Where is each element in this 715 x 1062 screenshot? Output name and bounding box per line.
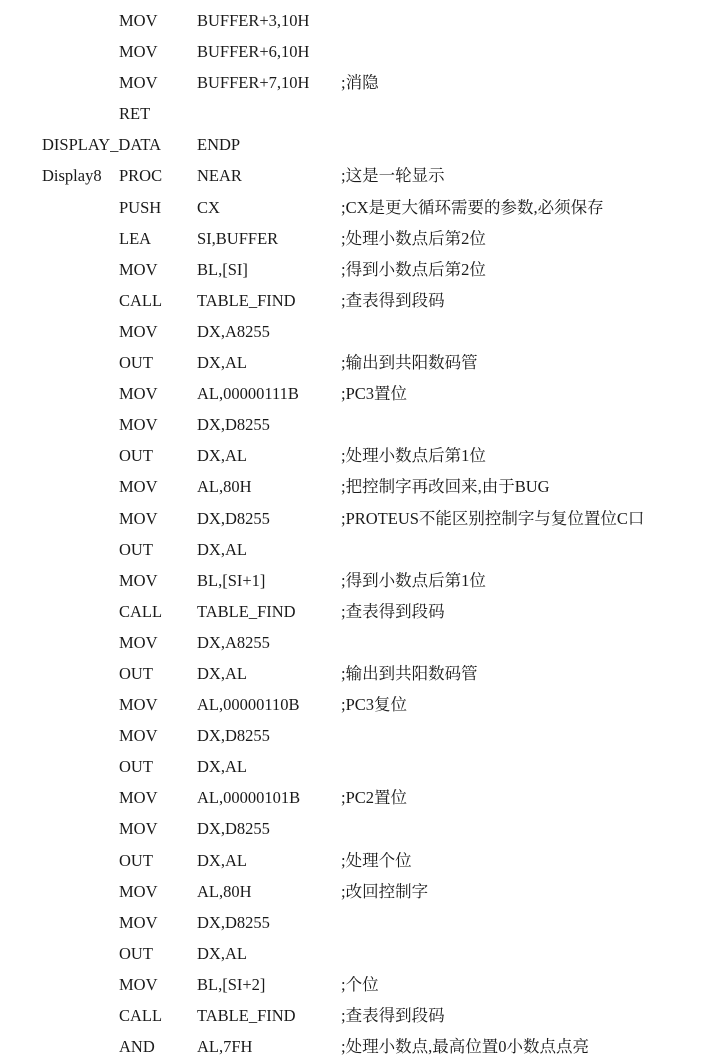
instruction-mnemonic: OUT bbox=[119, 663, 153, 683]
code-line bbox=[0, 254, 715, 285]
code-line bbox=[0, 67, 715, 98]
instruction-operands: ENDP bbox=[197, 135, 241, 155]
code-line bbox=[0, 813, 715, 844]
instruction-operands: BL,[SI+2] bbox=[197, 974, 266, 994]
instruction-operands: BL,[SI] bbox=[197, 259, 248, 279]
line-comment: ;PC2置位 bbox=[341, 788, 408, 808]
instruction-operands: TABLE_FIND bbox=[197, 601, 296, 621]
instruction-operands: DX,D8255 bbox=[197, 912, 270, 932]
code-line bbox=[0, 471, 715, 502]
line-comment: ;PROTEUS不能区别控制字与复位置位C口 bbox=[341, 508, 645, 528]
instruction-mnemonic: MOV bbox=[119, 11, 158, 30]
line-comment: ;处理个位 bbox=[341, 850, 412, 870]
instruction-operands: BUFFER+7,10H bbox=[197, 73, 310, 93]
instruction-mnemonic: CALL bbox=[119, 290, 163, 310]
line-comment: ;这是一轮显示 bbox=[341, 166, 445, 186]
code-line bbox=[0, 689, 715, 720]
code-line bbox=[0, 845, 715, 876]
code-line bbox=[0, 1000, 715, 1031]
code-line bbox=[0, 285, 715, 316]
instruction-operands: CX bbox=[197, 197, 220, 217]
instruction-mnemonic: LEA bbox=[119, 228, 152, 248]
code-line bbox=[0, 907, 715, 938]
instruction-mnemonic: MOV bbox=[119, 42, 158, 62]
instruction-mnemonic: OUT bbox=[119, 353, 153, 373]
instruction-mnemonic: MOV bbox=[119, 881, 158, 901]
instruction-mnemonic: OUT bbox=[119, 539, 153, 559]
instruction-mnemonic: MOV bbox=[119, 570, 158, 590]
instruction-mnemonic: OUT bbox=[119, 446, 153, 466]
code-line bbox=[0, 782, 715, 813]
line-label: Display8 bbox=[42, 166, 102, 186]
instruction-mnemonic: AND bbox=[119, 1037, 155, 1057]
instruction-mnemonic: MOV bbox=[119, 632, 158, 652]
code-line bbox=[0, 36, 715, 67]
instruction-operands: DX,AL bbox=[197, 353, 247, 373]
instruction-mnemonic: MOV bbox=[119, 384, 158, 404]
code-line bbox=[0, 5, 715, 36]
instruction-mnemonic: MOV bbox=[119, 73, 158, 93]
instruction-operands: DX,AL bbox=[197, 757, 247, 777]
instruction-mnemonic: OUT bbox=[119, 943, 153, 963]
code-line bbox=[0, 751, 715, 782]
code-line bbox=[0, 98, 715, 129]
instruction-operands: DX,D8255 bbox=[197, 819, 270, 839]
code-line bbox=[0, 938, 715, 969]
line-comment: ;得到小数点后第2位 bbox=[341, 259, 486, 279]
code-line bbox=[0, 596, 715, 627]
instruction-operands: DX,D8255 bbox=[197, 508, 270, 528]
code-line bbox=[0, 969, 715, 1000]
instruction-mnemonic: CALL bbox=[119, 601, 163, 621]
instruction-operands: BL,[SI+1] bbox=[197, 570, 266, 590]
code-line bbox=[0, 378, 715, 409]
line-comment: ;PC3复位 bbox=[341, 695, 408, 715]
code-line bbox=[0, 658, 715, 689]
instruction-operands: TABLE_FIND bbox=[197, 1006, 296, 1025]
line-comment: ;个位 bbox=[341, 974, 379, 994]
code-line bbox=[0, 129, 715, 160]
instruction-operands: SI,BUFFER bbox=[197, 228, 279, 248]
line-comment: ;处理小数点,最高位置0小数点点亮 bbox=[341, 1037, 589, 1057]
code-line bbox=[0, 347, 715, 378]
instruction-operands: NEAR bbox=[197, 166, 242, 186]
instruction-mnemonic: MOV bbox=[119, 321, 158, 341]
line-comment: ;查表得到段码 bbox=[341, 290, 445, 310]
instruction-mnemonic: MOV bbox=[119, 912, 158, 932]
code-line bbox=[0, 720, 715, 751]
line-comment: ;把控制字再改回来,由于BUG bbox=[341, 477, 550, 497]
code-line bbox=[0, 503, 715, 534]
code-line bbox=[0, 160, 715, 191]
instruction-mnemonic: PROC bbox=[119, 166, 163, 186]
code-line bbox=[0, 627, 715, 658]
instruction-operands: AL,7FH bbox=[197, 1037, 253, 1057]
instruction-operands: DX,A8255 bbox=[197, 321, 270, 341]
instruction-operands: BUFFER+6,10H bbox=[197, 42, 310, 62]
code-line bbox=[0, 192, 715, 223]
instruction-operands: DX,AL bbox=[197, 943, 247, 963]
instruction-mnemonic: PUSH bbox=[119, 197, 162, 217]
code-line bbox=[0, 1031, 715, 1062]
instruction-mnemonic: OUT bbox=[119, 850, 153, 870]
line-comment: ;得到小数点后第1位 bbox=[341, 570, 486, 590]
instruction-operands: DX,AL bbox=[197, 539, 247, 559]
instruction-operands: DX,AL bbox=[197, 850, 247, 870]
code-listing bbox=[0, 5, 715, 1062]
code-line bbox=[0, 534, 715, 565]
line-comment: ;查表得到段码 bbox=[341, 601, 445, 621]
instruction-mnemonic: MOV bbox=[119, 974, 158, 994]
instruction-mnemonic: CALL bbox=[119, 1006, 163, 1025]
code-line bbox=[0, 316, 715, 347]
instruction-mnemonic: MOV bbox=[119, 508, 158, 528]
code-line bbox=[0, 876, 715, 907]
instruction-mnemonic: RET bbox=[119, 104, 151, 124]
instruction-operands: DX,D8255 bbox=[197, 415, 270, 435]
instruction-operands: DX,AL bbox=[197, 446, 247, 466]
instruction-mnemonic: MOV bbox=[119, 259, 158, 279]
code-line bbox=[0, 565, 715, 596]
line-comment: ;查表得到段码 bbox=[341, 1006, 445, 1025]
code-line bbox=[0, 409, 715, 440]
line-comment: ;处理小数点后第1位 bbox=[341, 446, 486, 466]
instruction-operands: AL,00000101B bbox=[197, 788, 301, 808]
instruction-mnemonic: MOV bbox=[119, 788, 158, 808]
line-comment: ;改回控制字 bbox=[341, 881, 429, 901]
line-label: DISPLAY_DATA bbox=[42, 135, 162, 155]
instruction-operands: AL,00000111B bbox=[197, 384, 299, 404]
instruction-mnemonic: MOV bbox=[119, 695, 158, 715]
line-comment: ;处理小数点后第2位 bbox=[341, 228, 486, 248]
instruction-mnemonic: MOV bbox=[119, 415, 158, 435]
instruction-mnemonic: MOV bbox=[119, 726, 158, 746]
line-comment: ;输出到共阳数码管 bbox=[341, 353, 478, 373]
line-comment: ;CX是更大循环需要的参数,必须保存 bbox=[341, 197, 604, 217]
instruction-mnemonic: MOV bbox=[119, 477, 158, 497]
instruction-operands: DX,D8255 bbox=[197, 726, 270, 746]
line-comment: ;PC3置位 bbox=[341, 384, 408, 404]
instruction-operands: DX,A8255 bbox=[197, 632, 270, 652]
line-comment: ;消隐 bbox=[341, 73, 379, 93]
instruction-operands: AL,80H bbox=[197, 881, 252, 901]
instruction-operands: AL,80H bbox=[197, 477, 252, 497]
line-comment: ;输出到共阳数码管 bbox=[341, 663, 478, 683]
instruction-operands: DX,AL bbox=[197, 663, 247, 683]
instruction-mnemonic: OUT bbox=[119, 757, 153, 777]
code-line bbox=[0, 223, 715, 254]
code-line bbox=[0, 440, 715, 471]
instruction-operands: AL,00000110B bbox=[197, 695, 300, 715]
instruction-mnemonic: MOV bbox=[119, 819, 158, 839]
instruction-operands: BUFFER+3,10H bbox=[197, 11, 310, 30]
instruction-operands: TABLE_FIND bbox=[197, 290, 296, 310]
